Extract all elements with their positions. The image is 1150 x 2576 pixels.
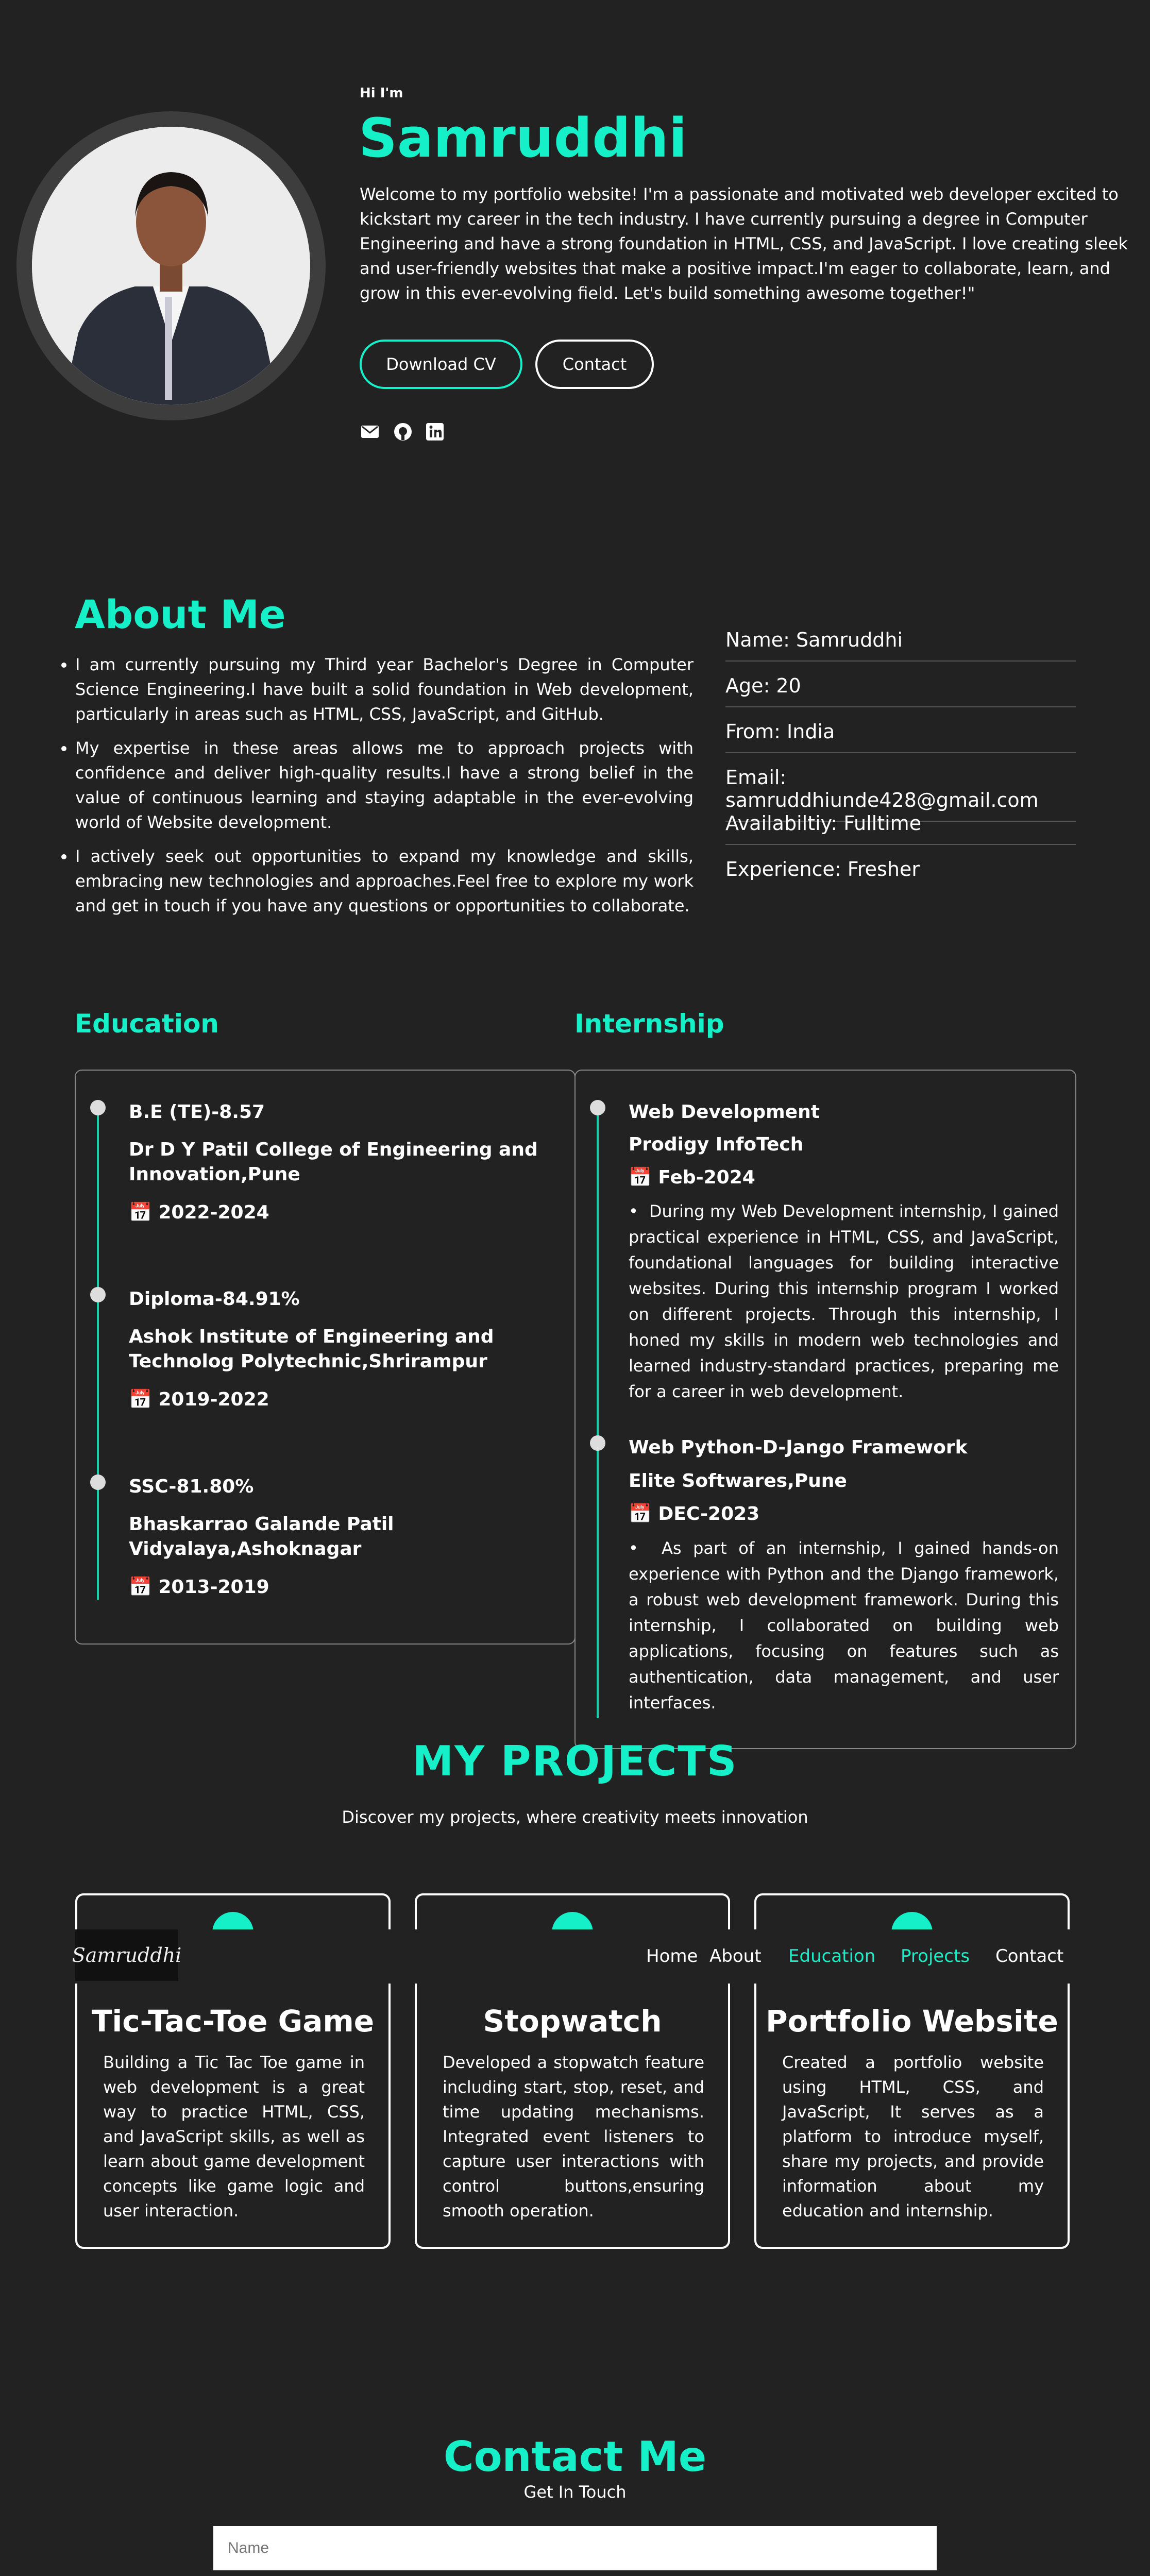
intern-desc: • As part of an internship, I gained hands-on experience with Python and the Django framework, a robust web development framework. During this internship, I collaborated on building web applications, focusing on features such as authentication, data management, and user interfaces.: [629, 1538, 1059, 1713]
about-point: • I am currently pursuing my Third year Bachelor's Degree in Computer Science Engineering.I have built a solid foundation in Web development, particularly in areas such as HTML, CSS, JavaScript, and GitHub.: [75, 652, 694, 726]
nav-education[interactable]: Education: [788, 1946, 876, 1967]
calendar-icon: 📅: [629, 1167, 652, 1188]
education-timeline: [97, 1110, 99, 1600]
envelope-icon[interactable]: [360, 421, 380, 442]
edu-years: 📅 2022-2024: [129, 1202, 269, 1223]
info-experience: Experience: Fresher: [725, 858, 920, 880]
edu-years: 📅 2019-2022: [129, 1389, 269, 1410]
project-desc: Building a Tic Tac Toe game in web development is a great way to practice HTML, CSS, and JavaScript skills, as well as learn about game development concepts like game logic and user interaction.: [103, 2053, 365, 2221]
intern-date: 📅 DEC-2023: [629, 1503, 760, 1524]
projects-title: MY PROJECTS: [412, 1737, 738, 1785]
project-desc: Developed a stopwatch feature including start, stop, reset, and time updating mechanisms. Integrated event listeners to capture user interactions with control buttons,ensuring smooth operation.: [443, 2053, 704, 2221]
intern-desc: • During my Web Development internship, I gained practical experience in HTML, CSS, and JavaScript, foundational languages for building interactive websites. During this internship program I worked on different projects. Through this internship, I honed my skills in modern web technologies and learned industry-standard practices, preparing me for a career in web development.: [629, 1201, 1059, 1401]
intern-date: 📅 Feb-2024: [629, 1167, 755, 1188]
calendar-icon: 📅: [129, 1389, 152, 1410]
contact-title: Contact Me: [443, 2433, 707, 2481]
github-icon[interactable]: [393, 421, 413, 442]
nav-contact[interactable]: Contact: [995, 1946, 1064, 1967]
calendar-icon: 📅: [129, 1202, 152, 1223]
edu-school: Ashok Institute of Engineering and Technolog Polytechnic,Shrirampur: [129, 1326, 494, 1372]
project-title: Portfolio Website: [766, 2004, 1058, 2039]
about-point: • My expertise in these areas allows me to approach projects with confidence and deliver high-quality results.I have a strong belief in the value of continuous learning and staying adaptable in the ever-evolving world of Website development.: [75, 736, 694, 835]
about-points: [57, 652, 694, 927]
timeline-dot: [590, 1435, 605, 1451]
info-email: Email: samruddhiunde428@gmail.com: [725, 766, 1076, 822]
logo[interactable]: Samruddhi: [75, 1929, 178, 1981]
project-desc: Created a portfolio website using HTML, CSS, and JavaScript, It serves as a platform to introduce myself, share my projects, and provide information about my education and internship.: [782, 2053, 1044, 2221]
intern-company: Prodigy InfoTech: [629, 1134, 804, 1155]
edu-school: Bhaskarrao Galande Patil Vidyalaya,Ashoknagar: [129, 1514, 394, 1560]
about-point: • I actively seek out opportunities to expand my knowledge and skills, embracing new technologies and approaches.Feel free to explore my work and get in touch if you have any questions or opportunities to collaborate.: [75, 844, 694, 918]
contact-subtitle: Get In Touch: [523, 2482, 627, 2502]
contact-button[interactable]: Contact: [535, 340, 654, 389]
projects-subtitle: Discover my projects, where creativity meets innovation: [342, 1807, 808, 1827]
intern-role: Web Development: [629, 1101, 820, 1123]
edu-school: Dr D Y Patil College of Engineering and Innovation,Pune: [129, 1139, 538, 1185]
timeline-dot: [90, 1475, 106, 1490]
hero-name: Samruddhi: [359, 107, 687, 170]
internship-title: Internship: [574, 1009, 724, 1039]
education-title: Education: [75, 1009, 219, 1039]
edu-score: Diploma-84.91%: [129, 1289, 300, 1310]
timeline-dot: [90, 1100, 106, 1115]
download-cv-button[interactable]: Download CV: [360, 340, 522, 389]
intern-company: Elite Softwares,Pune: [629, 1470, 847, 1492]
nav-projects[interactable]: Projects: [901, 1946, 970, 1967]
info-from: From: India: [725, 720, 1076, 753]
project-title: Tic-Tac-Toe Game: [91, 2004, 375, 2039]
info-availability: Availabiltiy: Fulltime: [725, 812, 1076, 845]
timeline-dot: [90, 1287, 106, 1302]
name-input[interactable]: [213, 2526, 937, 2570]
nav-home[interactable]: Home: [646, 1946, 698, 1967]
nav-about[interactable]: About: [709, 1946, 762, 1967]
internship-timeline: [597, 1110, 599, 1718]
intern-role: Web Python-D-Jango Framework: [629, 1437, 968, 1458]
hero-greeting: Hi I'm: [360, 86, 403, 101]
project-title: Stopwatch: [483, 2004, 662, 2039]
edu-score: B.E (TE)-8.57: [129, 1101, 265, 1123]
info-age: Age: 20: [725, 674, 1076, 707]
hero-intro: Welcome to my portfolio website! I'm a passionate and motivated web developer excited to kickstart my career in the tech industry. I have currently pursuing a degree in Computer Engineering and have a strong foundation in HTML, CSS, and JavaScript. I love creating sleek and user-friendly websites that make a positive impact.I'm eager to collaborate, learn, and grow in this ever-evolving field. Let's build something awesome together!": [360, 184, 1128, 303]
edu-years: 📅 2013-2019: [129, 1577, 269, 1598]
about-title: About Me: [75, 591, 286, 637]
timeline-dot: [590, 1100, 605, 1115]
calendar-icon: 📅: [629, 1503, 652, 1524]
info-name: Name: Samruddhi: [725, 629, 1076, 662]
edu-score: SSC-81.80%: [129, 1476, 254, 1497]
profile-photo: [32, 127, 310, 405]
linkedin-icon[interactable]: [425, 421, 445, 442]
calendar-icon: 📅: [129, 1577, 152, 1598]
